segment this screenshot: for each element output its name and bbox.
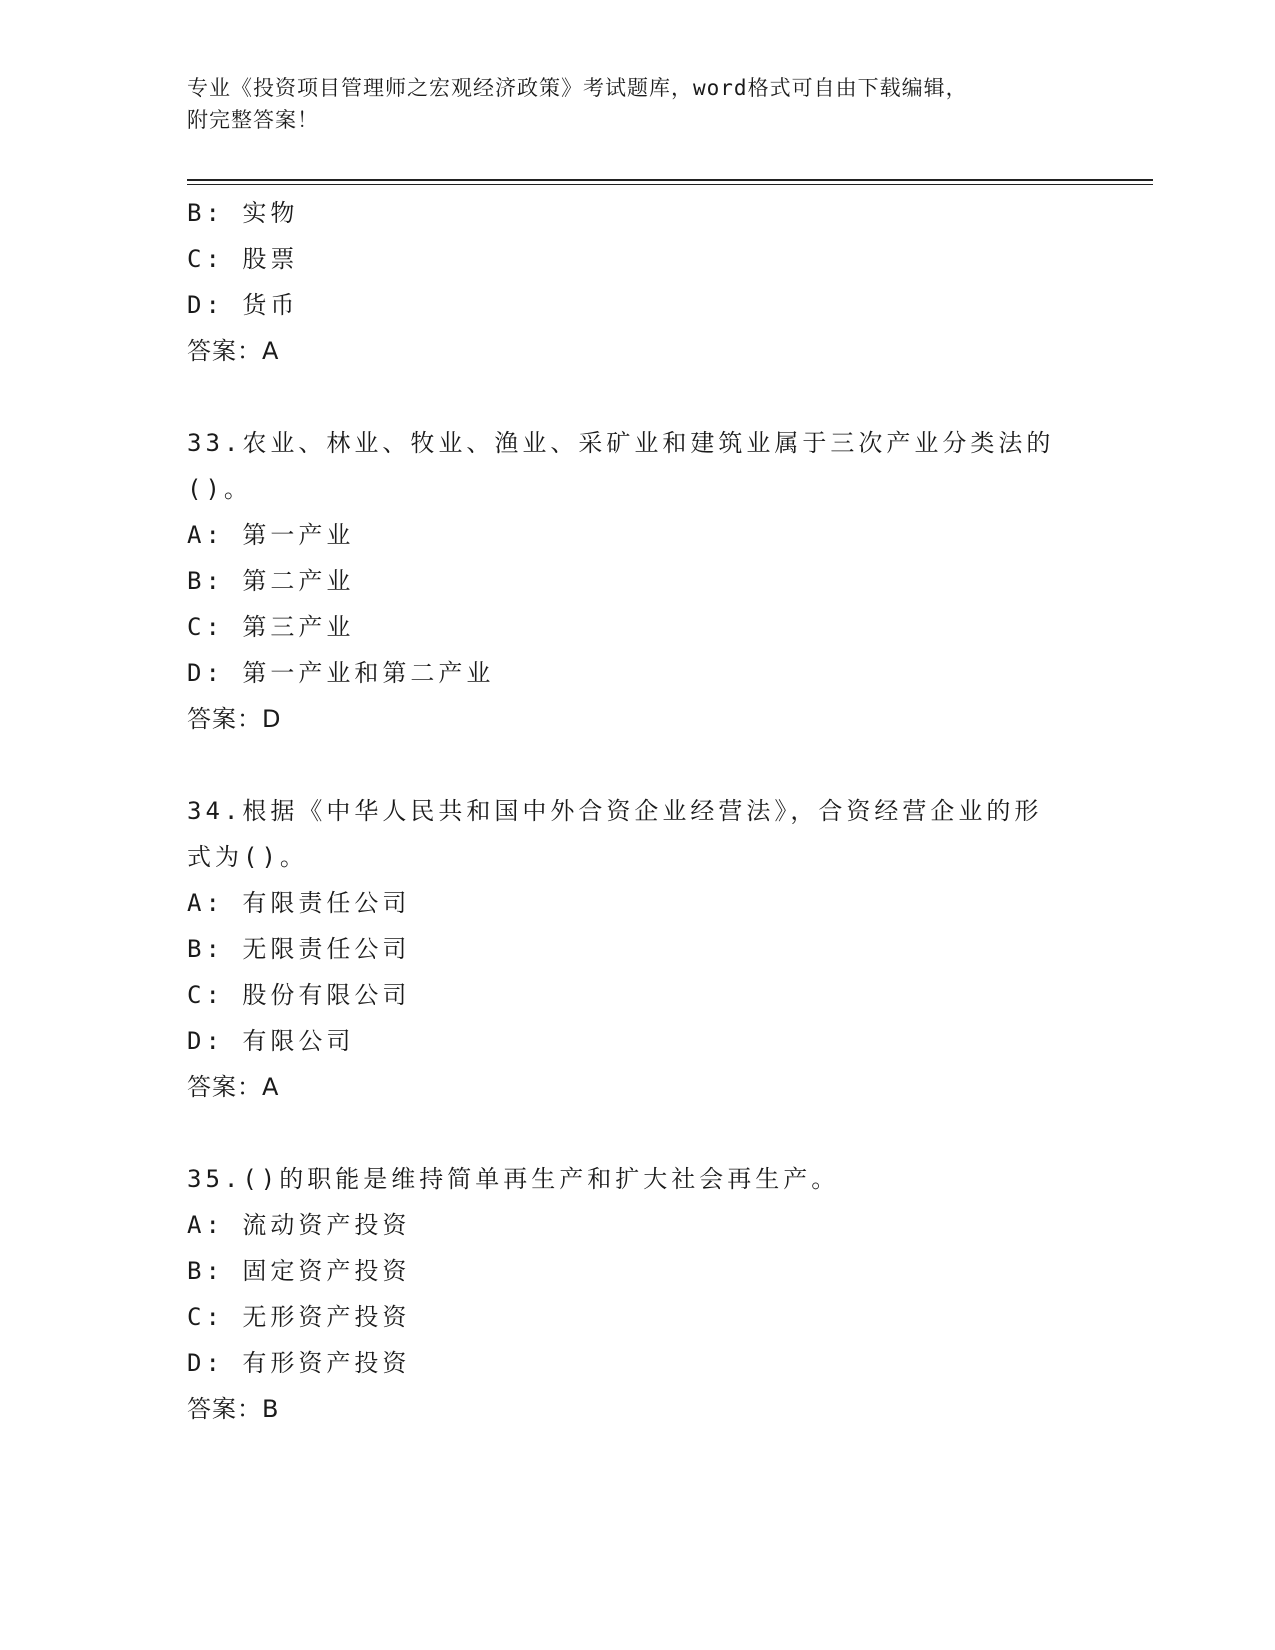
header-line-1: 专业《投资项目管理师之宏观经济政策》考试题库，word格式可自由下载编辑， bbox=[187, 76, 968, 100]
option-c: C: 股份有限公司 bbox=[187, 981, 411, 1009]
option-d: D: 有形资产投资 bbox=[187, 1349, 411, 1377]
header-divider-thin bbox=[187, 184, 1153, 185]
option-d: D: 有限公司 bbox=[187, 1027, 355, 1055]
option-b: B: 第二产业 bbox=[187, 567, 355, 595]
option-c: C: 第三产业 bbox=[187, 613, 355, 641]
question-stem-continued: 式为()。 bbox=[187, 843, 308, 871]
option-b: B: 实物 bbox=[187, 199, 299, 227]
question-stem: 34.根据《中华人民共和国中外合资企业经营法》，合资经营企业的形 bbox=[187, 797, 1043, 825]
option-d: D: 第一产业和第二产业 bbox=[187, 659, 495, 687]
question-35 bbox=[187, 1156, 1087, 1432]
question-list bbox=[187, 190, 1087, 1432]
header-line-2: 附完整答案！ bbox=[187, 108, 319, 132]
spacer bbox=[187, 1110, 1087, 1156]
question-33 bbox=[187, 420, 1087, 742]
option-b: B: 无限责任公司 bbox=[187, 935, 411, 963]
question-stem: 33.农业、林业、牧业、渔业、采矿业和建筑业属于三次产业分类法的 bbox=[187, 429, 1055, 457]
answer: 答案：A bbox=[187, 337, 280, 365]
spacer bbox=[187, 742, 1087, 788]
option-d: D: 货币 bbox=[187, 291, 299, 319]
header-divider-thick bbox=[187, 179, 1153, 181]
answer: 答案：A bbox=[187, 1073, 280, 1101]
question-34 bbox=[187, 788, 1087, 1110]
question-stem-continued: ()。 bbox=[187, 475, 252, 503]
question-32-tail bbox=[187, 190, 1087, 374]
answer: 答案：D bbox=[187, 705, 282, 733]
option-a: A: 流动资产投资 bbox=[187, 1211, 411, 1239]
option-b: B: 固定资产投资 bbox=[187, 1257, 411, 1285]
answer: 答案：B bbox=[187, 1395, 280, 1423]
option-a: A: 有限责任公司 bbox=[187, 889, 411, 917]
option-a: A: 第一产业 bbox=[187, 521, 355, 549]
option-c: C: 股票 bbox=[187, 245, 299, 273]
document-header bbox=[187, 72, 1087, 136]
question-stem: 35.()的职能是维持简单再生产和扩大社会再生产。 bbox=[187, 1165, 840, 1193]
option-c: C: 无形资产投资 bbox=[187, 1303, 411, 1331]
spacer bbox=[187, 374, 1087, 420]
